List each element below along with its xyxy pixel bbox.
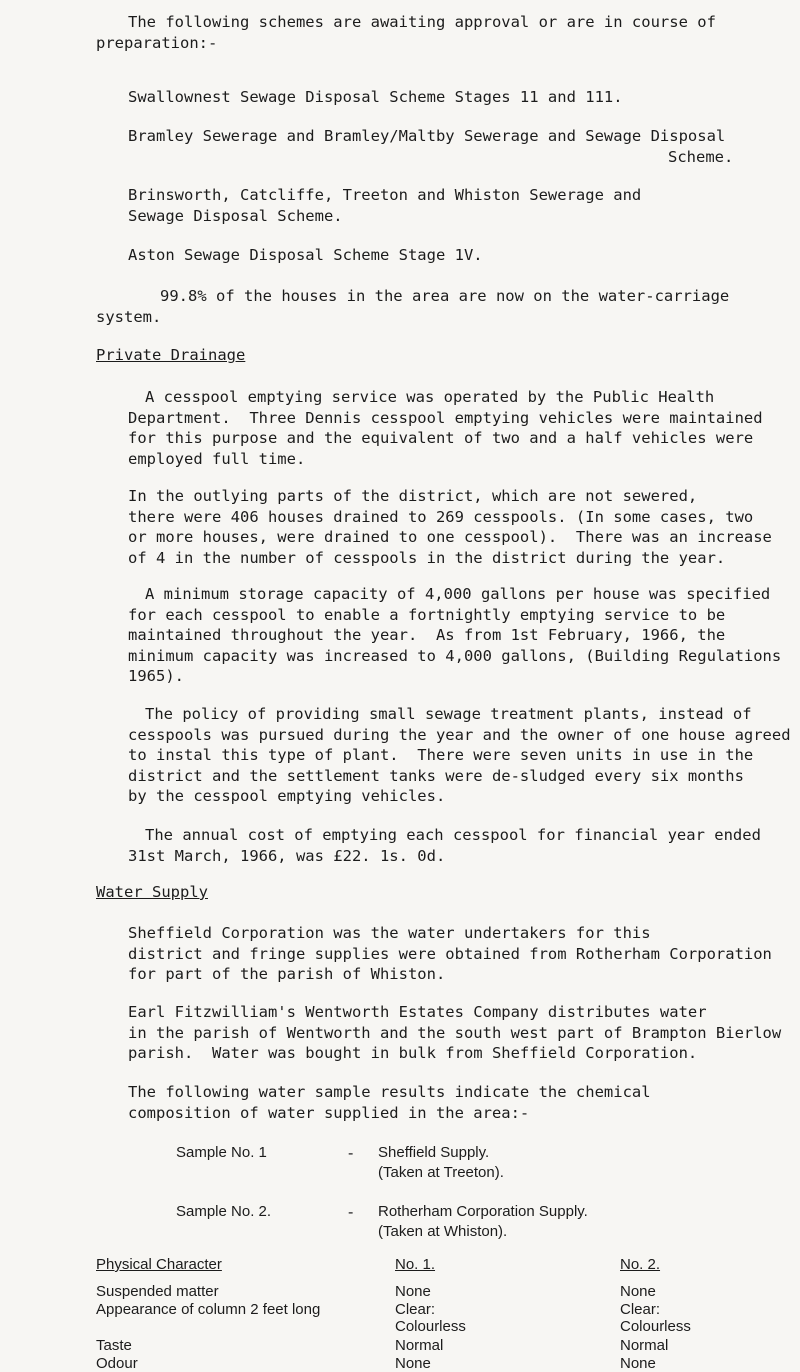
- paragraph: [128, 486, 772, 568]
- text-line: employed full time.: [128, 449, 306, 468]
- sample-label: Sample No. 1: [176, 1144, 267, 1161]
- table-cell: Normal: [620, 1337, 669, 1354]
- water-carriage-paragraph: [96, 286, 758, 327]
- text-line: for this purpose and the equivalent of two and a half vehicles were: [128, 429, 754, 447]
- text-line: A minimum storage capacity of 4,000 gallons per house was specified: [145, 585, 771, 603]
- paragraph: [128, 387, 763, 469]
- table-cell: None: [395, 1283, 431, 1300]
- text-line: system.: [96, 307, 162, 326]
- sample-dash: -: [346, 1144, 356, 1162]
- paragraph: [128, 825, 761, 866]
- sample-source: Rotherham Corporation Supply.: [378, 1203, 588, 1220]
- paragraph: [128, 1082, 758, 1123]
- text-line: for each cesspool to enable a fortnightly emptying service to be: [128, 605, 726, 624]
- scheme-item: Swallownest Sewage Disposal Scheme Stages 11 and 111.: [128, 88, 623, 106]
- text-line: Department. Three Dennis cesspool emptying vehicles were maintained: [128, 408, 763, 427]
- table-cell: None: [395, 1355, 431, 1372]
- table-cell: None: [620, 1283, 656, 1300]
- table-header: Physical Character: [96, 1256, 222, 1273]
- paragraph: [128, 1002, 782, 1064]
- sample-dash: -: [346, 1203, 356, 1221]
- text-line: there were 406 houses drained to 269 cesspools. (In some cases, two: [128, 507, 754, 526]
- table-cell: Clear:: [620, 1301, 661, 1318]
- paragraph: [128, 584, 782, 687]
- text-line: in the parish of Wentworth and the south west part of Brampton Bierlow: [128, 1023, 782, 1042]
- text-line: to instal this type of plant. There were seven units in use in the: [128, 746, 754, 764]
- sample-label: Sample No. 2.: [176, 1203, 272, 1220]
- paragraph: [128, 704, 791, 807]
- text-line: 1965).: [128, 667, 184, 685]
- table-header: No. 1.: [395, 1256, 436, 1273]
- table-cell: Appearance of column 2 feet long: [96, 1301, 321, 1318]
- text-line: The following water sample results indicate the chemical: [128, 1083, 651, 1101]
- text-line: 31st March, 1966, was £22. 1s. 0d.: [128, 846, 446, 865]
- text-line: Earl Fitzwilliam's Wentworth Estates Company distributes water: [128, 1003, 707, 1021]
- table-cell: Clear:: [395, 1301, 436, 1318]
- text-line: Sheffield Corporation was the water undertakers for this: [128, 924, 651, 942]
- text-line: parish. Water was bought in bulk from Sheffield Corporation.: [128, 1044, 698, 1062]
- table-header: No. 2.: [620, 1256, 661, 1273]
- text-line: preparation:-: [96, 33, 218, 52]
- scheme-item: Aston Sewage Disposal Scheme Stage 1V.: [128, 246, 483, 264]
- text-line: In the outlying parts of the district, which are not sewered,: [128, 487, 698, 505]
- table-cell: Normal: [395, 1337, 444, 1354]
- sample-source: (Taken at Treeton).: [378, 1164, 504, 1181]
- text-line: district and the settlement tanks were de-sludged every six months: [128, 766, 744, 785]
- text-line: The following schemes are awaiting approval or are in course of: [128, 13, 716, 31]
- scheme-item: Scheme.: [668, 148, 734, 166]
- paragraph: [128, 923, 772, 985]
- text-line: 99.8% of the houses in the area are now on the water-carriage: [160, 287, 730, 305]
- scheme-item: Bramley Sewerage and Bramley/Maltby Sewerage and Sewage Disposal: [128, 127, 726, 145]
- text-line: of 4 in the number of cesspools in the district during the year.: [128, 548, 726, 567]
- text-line: district and fringe supplies were obtained from Rotherham Corporation: [128, 944, 772, 963]
- text-line: maintained throughout the year. As from 1st February, 1966, the: [128, 626, 726, 644]
- table-cell: Odour: [96, 1355, 138, 1372]
- text-line: minimum capacity was increased to 4,000 gallons, (Building Regulations: [128, 646, 782, 665]
- text-line: composition of water supplied in the area:-: [128, 1103, 530, 1122]
- table-cell: Colourless: [620, 1318, 691, 1335]
- sample-source: Sheffield Supply.: [378, 1144, 490, 1161]
- text-line: The policy of providing small sewage treatment plants, instead of: [145, 705, 752, 723]
- section-heading: Water Supply: [96, 883, 208, 901]
- text-line: for part of the parish of Whiston.: [128, 965, 446, 983]
- table-cell: None: [620, 1355, 656, 1372]
- table-cell: Suspended matter: [96, 1283, 219, 1300]
- text-line: A cesspool emptying service was operated by the Public Health: [145, 388, 715, 406]
- sample-source: (Taken at Whiston).: [378, 1223, 508, 1240]
- intro-paragraph: [96, 12, 758, 53]
- text-line: by the cesspool emptying vehicles.: [128, 787, 446, 805]
- table-cell: Colourless: [395, 1318, 466, 1335]
- text-line: or more houses, were drained to one cesspool). There was an increase: [128, 528, 772, 546]
- text-line: cesspools was pursued during the year and the owner of one house agreed: [128, 725, 791, 744]
- table-cell: Taste: [96, 1337, 132, 1354]
- scheme-item: Brinsworth, Catcliffe, Treeton and Whiston Sewerage and: [128, 186, 642, 204]
- section-heading: Private Drainage: [96, 346, 246, 364]
- text-line: The annual cost of emptying each cesspool for financial year ended: [145, 826, 761, 844]
- scheme-item: Sewage Disposal Scheme.: [128, 207, 343, 225]
